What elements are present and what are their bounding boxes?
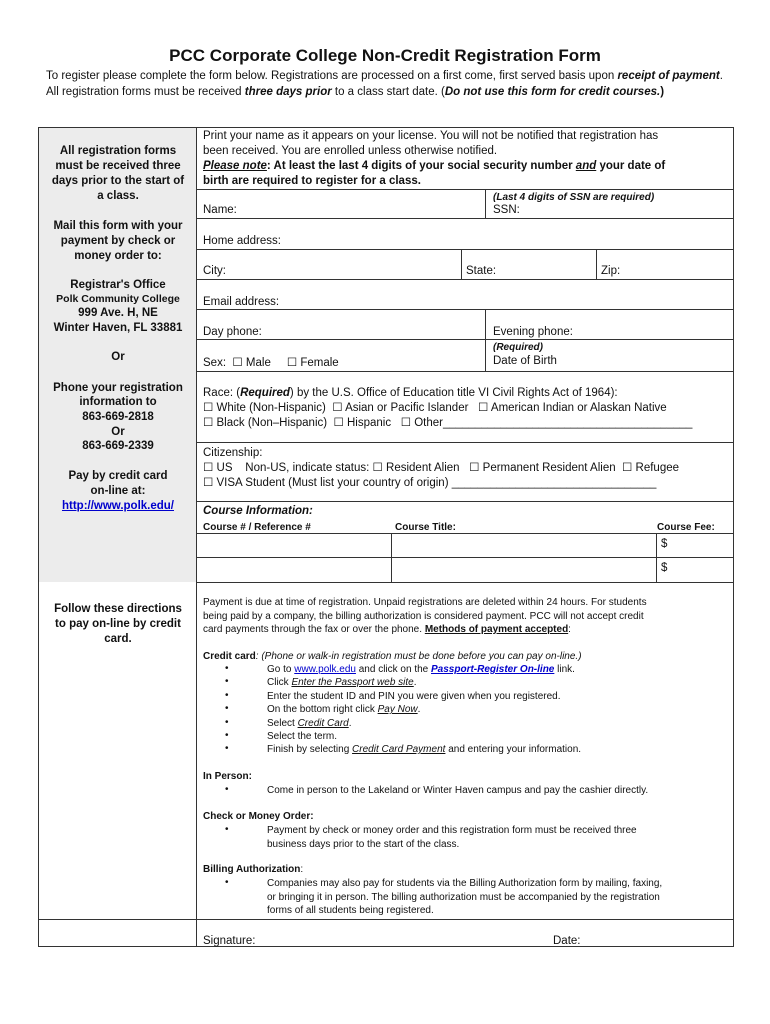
male-checkbox[interactable]: ☐ (232, 357, 243, 369)
ssn-field[interactable]: SSN: (493, 204, 520, 216)
check-text: Payment by check or money order and this registration form must be received three business days prior to the start of the class. (267, 825, 637, 850)
college-name: Polk Community College (56, 293, 180, 305)
race-checkbox[interactable]: ☐ (203, 402, 214, 414)
cc-step: Select the term. (267, 731, 338, 742)
deadline-line: days prior to the start of (51, 175, 185, 187)
name-notice: Print your name as it appears on your license. You will not be notified that registration has been received. You are enrolled unless otherwise notified. Please note: At least the last 4 digits of your social security number and your date of birth are required to register for a class. (203, 130, 666, 187)
bullet: • (225, 703, 229, 714)
male-label: Male (245, 357, 271, 369)
race-checkbox[interactable]: ☐ (478, 402, 489, 414)
bullet: • (225, 717, 229, 728)
follow-line: to pay on-line by credit (55, 618, 181, 630)
bullet: • (225, 877, 229, 888)
female-checkbox[interactable]: ☐ (286, 357, 298, 369)
bullet: • (225, 730, 229, 741)
billing-text: Companies may also pay for students via the Billing Authorization form by mailing, faxing, or bringing it in person. The billing authorization must be accompanied by the registration forms of all students being registered. (267, 878, 663, 916)
day-phone-field[interactable]: Day phone: (203, 326, 262, 338)
cc-step: Finish by selecting Credit Card Payment and entering your information. (267, 744, 582, 755)
citizenship-section: Citizenship: ☐ US Non-US, indicate status: ☐ Resident Alien ☐ Permanent Resident Alien ☐ Refugee ☐ VISA Student (Must list your country of origin) ________________________________ (203, 447, 680, 489)
course-fee-header: Course Fee: (657, 522, 715, 533)
credit-line: Pay by credit card (68, 470, 168, 482)
visa-checkbox[interactable]: ☐ (203, 477, 214, 489)
mail-line: Mail this form with your (53, 220, 183, 232)
cc-step: Go to www.polk.edu and click on the Passport-Register On-line link. (267, 664, 575, 675)
permanent-resident-checkbox[interactable]: ☐ (469, 462, 480, 474)
cc-step: Select Credit Card. (267, 718, 352, 729)
course-title-header: Course Title: (395, 522, 456, 533)
race-checkbox[interactable]: ☐ (332, 402, 343, 414)
billing-heading: Billing Authorization: (203, 864, 304, 875)
deadline-line: must be received three (55, 160, 181, 172)
mail-line: payment by check or (60, 235, 176, 247)
check-heading: Check or Money Order: (203, 811, 314, 822)
credit-card-heading: Credit card: (Phone or walk-in registration must be done before you can pay on-line.) (203, 651, 582, 662)
cc-step: On the bottom right click Pay Now. (267, 704, 421, 715)
sex-field: Sex: ☐ Male ☐ Female (203, 357, 339, 369)
registration-form (38, 127, 734, 947)
course-info-heading: Course Information: (203, 505, 313, 517)
city-address: Winter Haven, FL 33881 (53, 322, 183, 334)
in-person-text: Come in person to the Lakeland or Winter Haven campus and pay the cashier directly. (267, 785, 649, 796)
course-fee-field[interactable]: $ (661, 562, 668, 574)
email-field[interactable]: Email address: (203, 296, 280, 308)
name-field[interactable]: Name: (203, 204, 237, 216)
bullet: • (225, 690, 229, 701)
date-field[interactable]: Date: (553, 935, 581, 947)
race-checkbox[interactable]: ☐ (203, 417, 214, 429)
state-field[interactable]: State: (466, 265, 497, 277)
cc-step: Enter the student ID and PIN you were given when you registered. (267, 691, 561, 702)
refugee-checkbox[interactable]: ☐ (622, 462, 633, 474)
sidebar-lower (39, 582, 196, 946)
us-checkbox[interactable]: ☐ (203, 462, 214, 474)
bullet: • (225, 743, 229, 754)
race-section: Race: (Required) by the U.S. Office of Education title VI Civil Rights Act of 1964): ☐ White (Non-Hispanic) ☐ Asian or Pacific Islander ☐ American Indian or Alaskan Native ☐ Black (Non–Hispanic) ☐ Hispanic ☐ Other_______________________________________ (203, 387, 693, 429)
female-label: Female (300, 357, 339, 369)
form-body (197, 128, 733, 946)
ssn-note: (Last 4 digits of SSN are required) (493, 192, 655, 203)
polk-url-link[interactable]: http://www.polk.edu/ (61, 500, 174, 512)
follow-line: card. (104, 633, 132, 645)
signature-field[interactable]: Signature: (203, 935, 256, 947)
follow-line: Follow these directions (54, 603, 182, 615)
polk-link[interactable]: www.polk.edu (294, 664, 356, 675)
office-name: Registrar's Office (70, 279, 166, 291)
credit-line: on-line at: (90, 485, 146, 497)
phone-label: information to (79, 396, 157, 408)
phone-number: 863-669-2818 (82, 411, 154, 423)
dob-required: (Required) (493, 342, 543, 353)
cc-step: Click Enter the Passport web site. (267, 677, 417, 688)
bullet: • (225, 824, 229, 835)
in-person-heading: In Person: (203, 771, 252, 782)
payment-intro: Payment is due at time of registration. Unpaid registrations are deleted within 24 hours. For students being paid by a company, the billing authorization is considered payment. PCC will not accept credit card payments through the fax or over the phone. Methods of payment accepted: (203, 597, 647, 635)
dob-field[interactable]: Date of Birth (493, 355, 557, 367)
mail-line: money order to: (74, 250, 162, 262)
zip-field[interactable]: Zip: (601, 265, 621, 277)
bullet: • (225, 676, 229, 687)
sidebar (39, 128, 197, 946)
race-checkbox[interactable]: ☐ (400, 417, 412, 429)
resident-alien-checkbox[interactable]: ☐ (372, 462, 383, 474)
course-fee-field[interactable]: $ (661, 538, 668, 550)
evening-phone-field[interactable]: Evening phone: (493, 326, 573, 338)
phone-number: 863-669-2339 (82, 440, 154, 452)
bullet: • (225, 784, 229, 795)
passport-register-link[interactable]: Passport-Register On-line (431, 664, 555, 675)
bullet: • (225, 663, 229, 674)
home-address-field[interactable]: Home address: (203, 235, 281, 247)
city-field[interactable]: City: (203, 265, 226, 277)
deadline-line: All registration forms (59, 145, 177, 157)
course-num-header: Course # / Reference # (203, 522, 311, 533)
deadline-line: a class. (97, 190, 139, 202)
or-text: Or (111, 426, 125, 438)
or-text: Or (111, 351, 125, 363)
race-checkbox[interactable]: ☐ (333, 417, 344, 429)
intro-text: To register please complete the form below. Registrations are processed on a first come, first served basis upon receipt of payment. All registration forms must be received three days prior to a class start date. (Do not use this form for credit courses.) (46, 70, 723, 98)
phone-label: Phone your registration (53, 382, 183, 394)
page-title: PCC Corporate College Non-Credit Registration Form (169, 46, 601, 65)
street-address: 999 Ave. H, NE (78, 307, 158, 319)
